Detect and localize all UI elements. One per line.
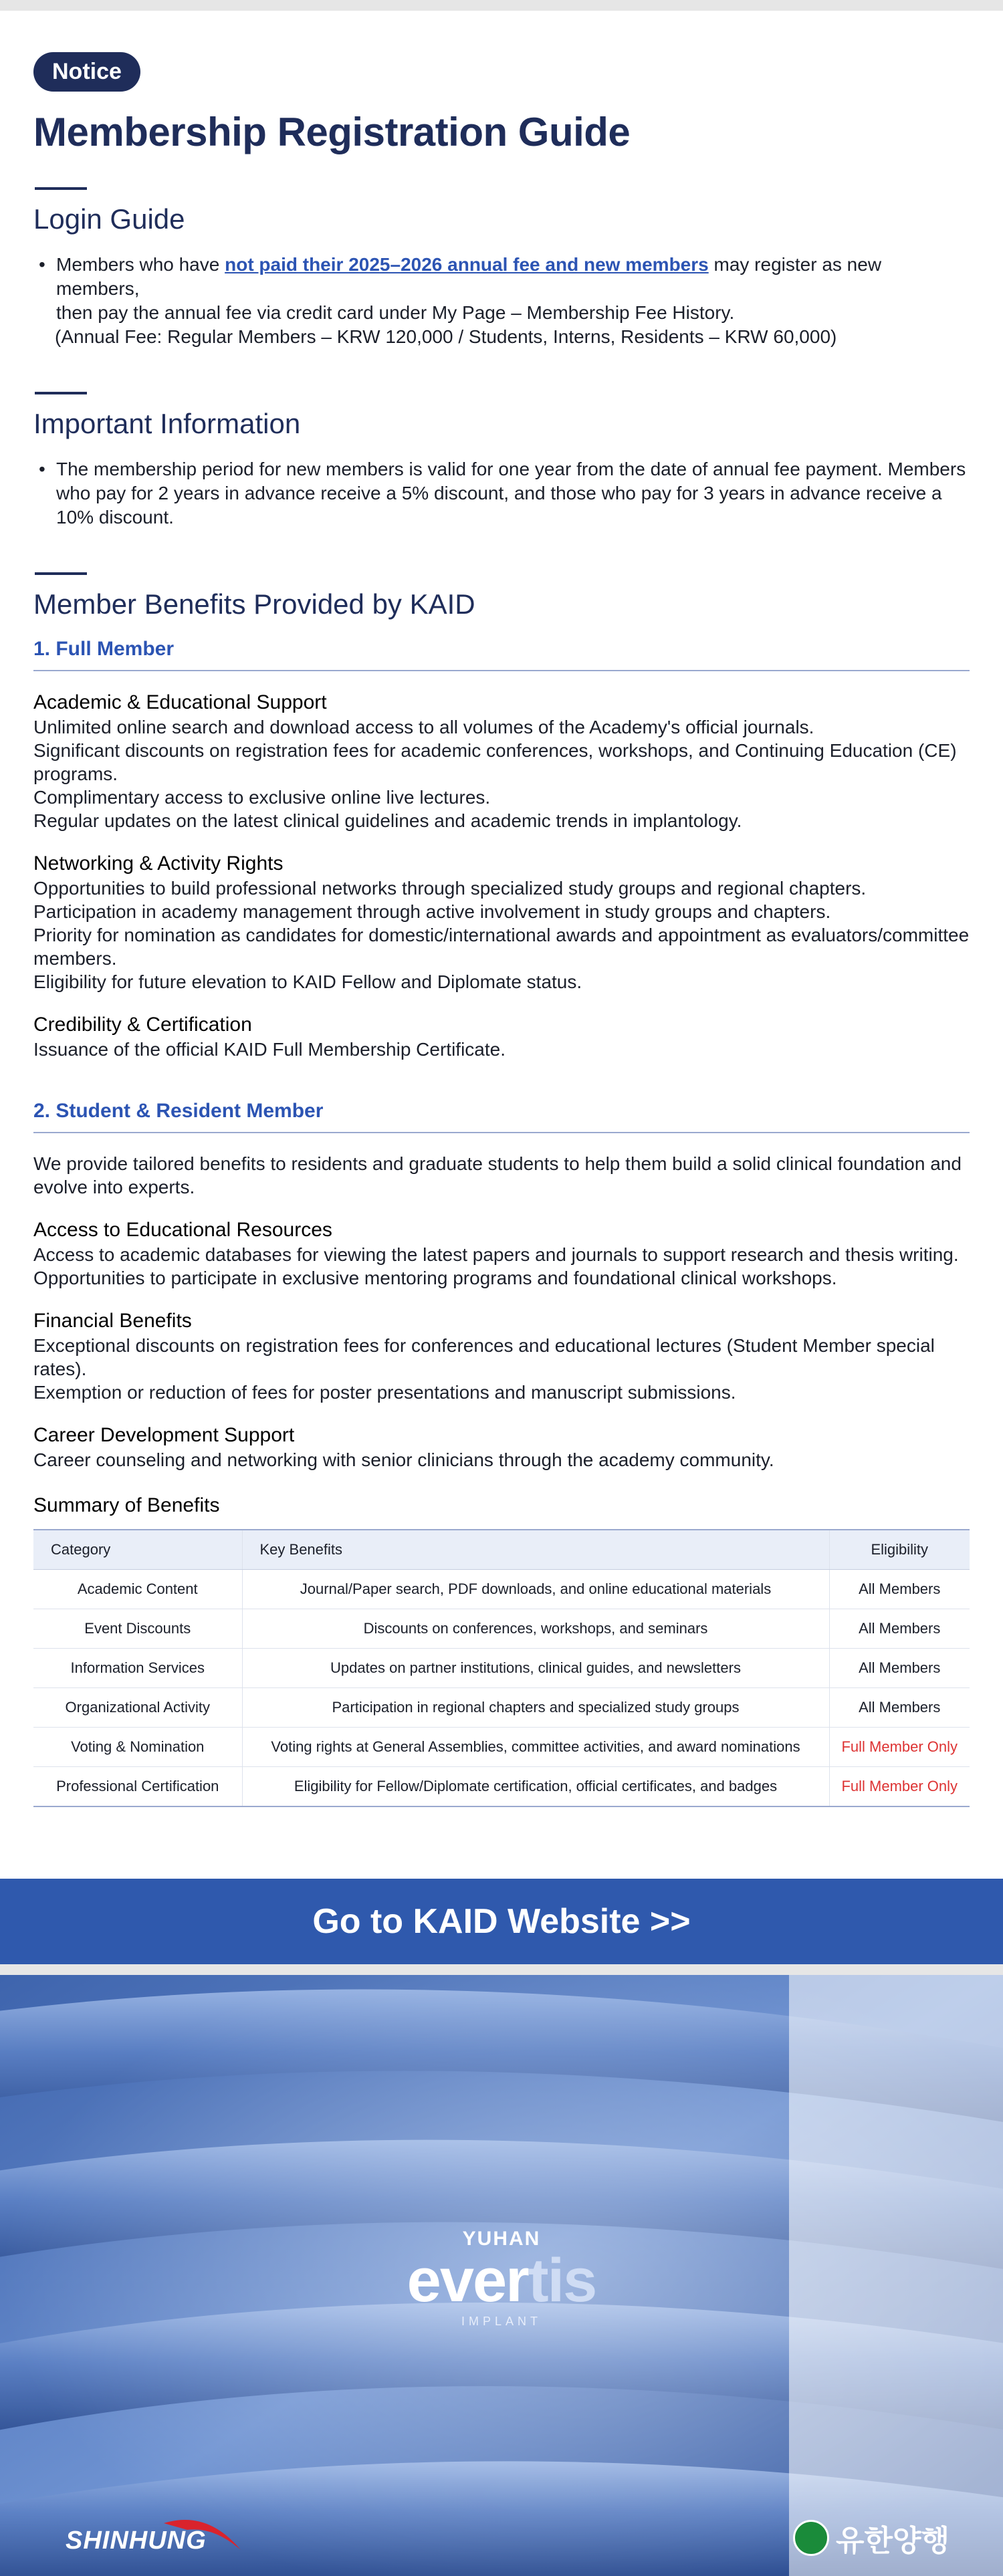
benefit-cell: Eligibility for Fellow/Diplomate certification, official certificates, and badges <box>242 1767 829 1807</box>
category-cell: Voting & Nomination <box>33 1728 242 1767</box>
section-marker <box>35 572 87 575</box>
category-cell: Academic Content <box>33 1570 242 1609</box>
category-cell: Professional Certification <box>33 1767 242 1807</box>
group-line: Significant discounts on registration fees for academic conferences, workshops, and Continuing Education (CE) programs. <box>33 740 957 784</box>
page-title: Membership Registration Guide <box>33 110 631 154</box>
kaid-website-button[interactable]: Go to KAID Website >> <box>0 1879 1003 1964</box>
category-cell: Organizational Activity <box>33 1688 242 1728</box>
table-header-row <box>33 1530 970 1570</box>
top-divider <box>0 0 1003 11</box>
group-line: Regular updates on the latest clinical guidelines and academic trends in implantology. <box>33 810 742 831</box>
login-guide-line2: then pay the annual fee via credit card under My Page – Membership Fee History. <box>56 302 735 323</box>
group-line: Exceptional discounts on registration fees for conferences and educational lectures (Student Member special rates). <box>33 1335 935 1379</box>
cta-divider <box>0 1964 1003 1975</box>
brand-evertis-b: tis <box>528 2246 596 2315</box>
full-group-credibility <box>33 1012 970 1061</box>
yuhan-logo-text: 유한양행 <box>835 2524 950 2558</box>
brand-yuhan: YUHAN <box>462 2228 541 2250</box>
benefits-summary-table <box>33 1529 970 1807</box>
group-line: Unlimited online search and download access to all volumes of the Academy's official journals. <box>33 717 814 737</box>
student-intro-text: We provide tailored benefits to residents and graduate students to help them build a solid clinical foundation and evolve into experts. <box>33 1153 962 1197</box>
table-row <box>33 1728 970 1767</box>
group-line: Opportunities to build professional networks through specialized study groups and regional chapters. <box>33 878 867 899</box>
important-info-heading: Important Information <box>33 408 301 439</box>
login-guide-section <box>33 187 970 349</box>
table-row <box>33 1649 970 1688</box>
group-heading: Academic & Educational Support <box>33 691 327 713</box>
brand-implant: IMPLANT <box>461 2315 542 2328</box>
table-row <box>33 1688 970 1728</box>
student-group-resources <box>33 1217 970 1290</box>
important-info-text: • The membership period for new members is valid for one year from the date of annual fee payment. Members who pay for 2 years in advance receive a 5% discount, and those who pay for 3 years in advance receive a 10% discount. <box>33 457 970 530</box>
table-row <box>33 1609 970 1649</box>
eligibility-cell: All Members <box>829 1609 970 1649</box>
column-header: Eligibility <box>829 1530 970 1570</box>
shinhung-logo: SHINHUNG <box>66 2527 207 2555</box>
benefit-cell: Voting rights at General Assemblies, committee activities, and award nominations <box>242 1728 829 1767</box>
category-cell: Event Discounts <box>33 1609 242 1649</box>
section-marker <box>35 392 87 394</box>
content <box>0 11 1003 1807</box>
benefit-cell: Participation in regional chapters and specialized study groups <box>242 1688 829 1728</box>
group-heading: Access to Educational Resources <box>33 1219 332 1241</box>
group-line: Access to academic databases for viewing the latest papers and journals to support research and thesis writing. <box>33 1244 959 1265</box>
eligibility-cell: Full Member Only <box>829 1767 970 1807</box>
benefit-cell: Discounts on conferences, workshops, and seminars <box>242 1609 829 1649</box>
group-heading: Financial Benefits <box>33 1310 192 1332</box>
full-group-academic <box>33 690 970 832</box>
eligibility-cell: All Members <box>829 1570 970 1609</box>
login-guide-line1-post: may register as new members, <box>56 254 882 299</box>
eligibility-cell: Full Member Only <box>829 1728 970 1767</box>
category-cell: Information Services <box>33 1649 242 1688</box>
login-guide-heading: Login Guide <box>33 203 185 235</box>
table-row <box>33 1767 970 1807</box>
group-heading: Networking & Activity Rights <box>33 852 284 874</box>
group-line: Participation in academy management through active involvement in study groups and chapters. <box>33 901 831 922</box>
yuhan-logo <box>793 2516 950 2559</box>
group-line: Issuance of the official KAID Full Membership Certificate. <box>33 1039 506 1060</box>
table-row <box>33 1570 970 1609</box>
summary-heading: Summary of Benefits <box>33 1494 220 1516</box>
full-member-title: 1. Full Member <box>33 638 970 671</box>
benefits-section <box>33 572 970 1807</box>
group-line: Career counseling and networking with senior clinicians through the academy community. <box>33 1449 774 1470</box>
benefit-cell: Updates on partner institutions, clinical guides, and newsletters <box>242 1649 829 1688</box>
group-heading: Career Development Support <box>33 1424 295 1446</box>
group-line: Opportunities to participate in exclusive mentoring programs and foundational clinical workshops. <box>33 1268 837 1288</box>
yuhan-mark-icon <box>793 2520 829 2556</box>
student-group-financial <box>33 1308 970 1404</box>
benefits-heading: Member Benefits Provided by KAID <box>33 588 475 620</box>
section-marker <box>35 187 87 190</box>
notice-badge: Notice <box>33 52 140 92</box>
full-group-networking <box>33 851 970 993</box>
group-line: Priority for nomination as candidates for domestic/international awards and appointment as evaluators/committee members. <box>33 925 970 969</box>
important-info-section <box>33 392 970 530</box>
shinhung-swoosh-icon <box>160 2510 247 2557</box>
column-header: Key Benefits <box>242 1530 829 1570</box>
student-member-title: 2. Student & Resident Member <box>33 1100 970 1133</box>
unpaid-members-link[interactable]: not paid their 2025–2026 annual fee and new members <box>225 254 709 275</box>
annual-fee-line: (Annual Fee: Regular Members – KRW 120,000 / Students, Interns, Residents – KRW 60,000) <box>55 326 837 347</box>
student-group-career <box>33 1423 970 1472</box>
group-line: Eligibility for future elevation to KAID Fellow and Diplomate status. <box>33 971 582 992</box>
login-guide-text <box>33 253 970 349</box>
group-heading: Credibility & Certification <box>33 1014 252 1036</box>
brand-evertis-a: ever <box>407 2246 528 2315</box>
login-guide-bullet <box>33 253 970 301</box>
benefit-cell: Journal/Paper search, PDF downloads, and online educational materials <box>242 1570 829 1609</box>
brand-evertis <box>0 2246 1003 2316</box>
group-line: Exemption or reduction of fees for poster presentations and manuscript submissions. <box>33 1382 736 1403</box>
student-intro <box>33 1152 970 1199</box>
sponsor-banner[interactable] <box>0 1975 1003 2576</box>
column-header: Category <box>33 1530 242 1570</box>
eligibility-cell: All Members <box>829 1688 970 1728</box>
group-line: Complimentary access to exclusive online live lectures. <box>33 787 491 808</box>
login-guide-line1-pre: Members who have <box>56 254 225 275</box>
eligibility-cell: All Members <box>829 1649 970 1688</box>
